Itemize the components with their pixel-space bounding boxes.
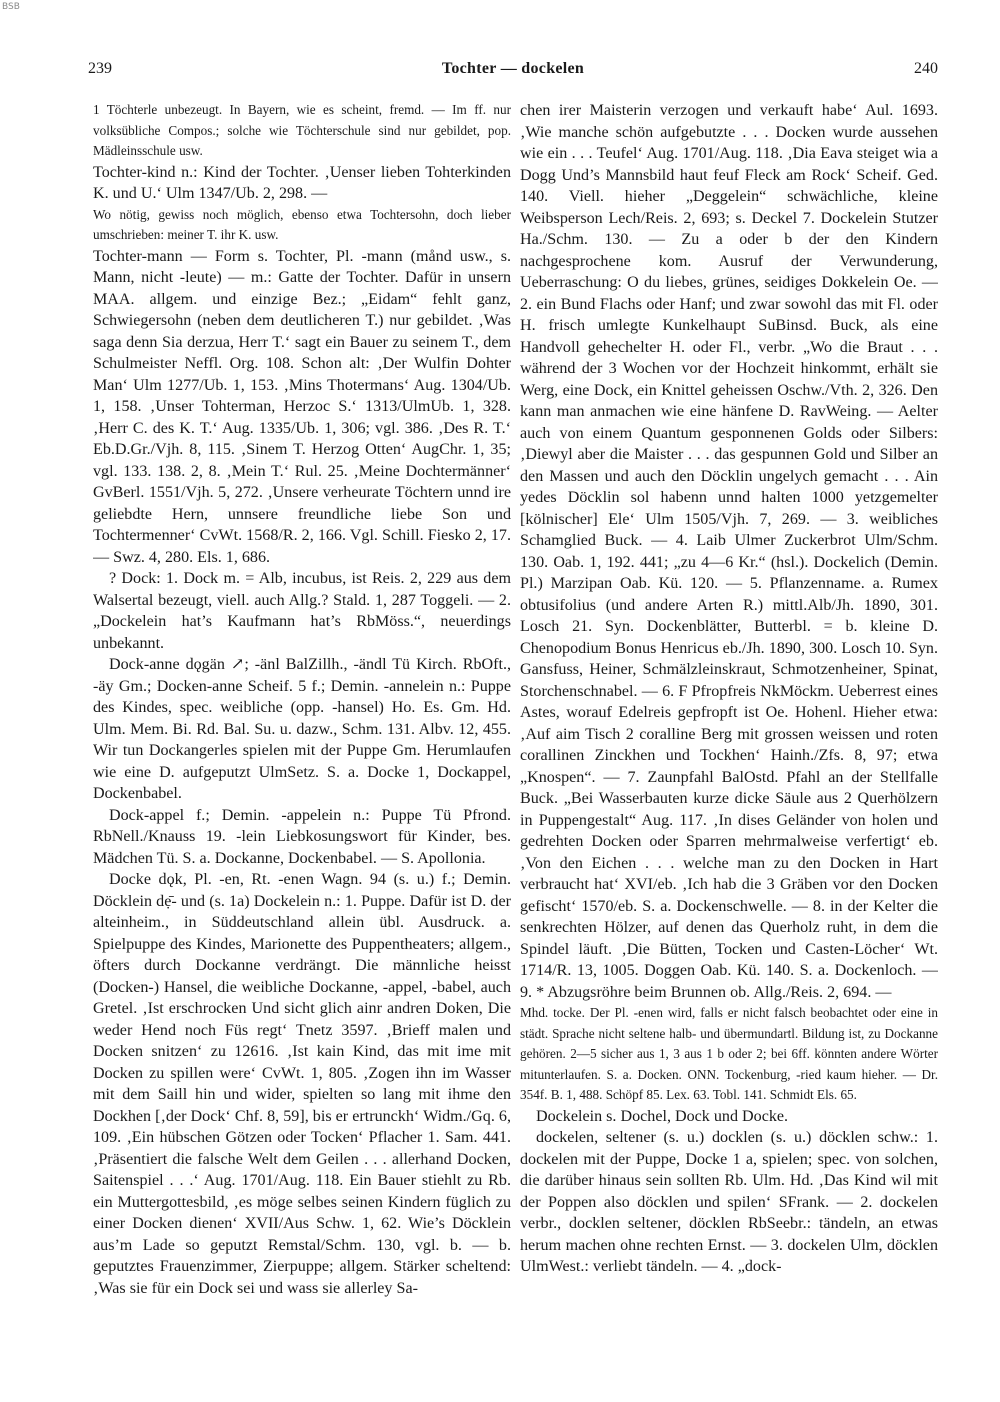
entry-paragraph: Tochter-mann — Form s. Tochter, Pl. -mann (månd usw., s. Mann, nicht -leute) — m.: Gatte der Tochter. Dafür in unsern MAA. allgem. und einzige Bez.; „Eidam“ fehlt ganz, Schwiegersohn (neben dem deutlicheren T.) nur gebildet. ‚Was saga denn Sia derzua, Herr T.‘ sagt ein Bauer zu seinem T., dem Schulmeister Neffl. Org. 108. Schon alt: ‚Der Wulfin Dohter Man‘ Ulm 1277/Ub. 1, 153. ‚Mins Thotermans‘ Aug. 1304/Ub. 1, 158. ‚Unser Tohterman, Herzoc S.‘ 1313/UlmUb. 1, 328. ‚Herr C. des K. T.‘ Aug. 1335/Ub. 1, 306; vgl. 386. ‚Des R. T.‘ Eb.D.Gr./Vjh. 8, 115. ‚Sinem T. Herzog Otten‘ AugChr. 1, 35; vgl. 133. 138. 2, 8. ‚Mein T.‘ Rul. 25. ‚Meine Dochtermänner‘ GvBerl. 1551/Vjh. 5, 272. ‚Unsere verheurate Töchtern unnd ire geliebdte Hern, unnsere freundliche liebe Son und Tochtermenner‘ CvWt. 1568/R. 2, 166. Vgl. Schill. Fiesko 2, 17. — Swz. 4, 280. Els. 1, 686.: [93, 247, 511, 566]
entry-paragraph: Dockelein s. Dochel, Dock und Docke.: [536, 1107, 789, 1125]
page-title: Tochter — dockelen: [441, 60, 585, 77]
entry-paragraph: ? Dock: 1. Dock m. = Alb, incubus, ist Reis. 2, 229 aus dem Walsertal bezeugt, viell. auch Allg.? Stald. 1, 287 Toggeli. — 2. „Dockelein hat’s Kaufmann hat’s RbMöss.“, neuerdings unbekannt.: [93, 570, 511, 652]
entry-paragraph: chen irer Maisterin verzogen und verkauft habe‘ Aul. 1693. ‚Wie manche schön aufgebutzte . . . Docken wurde aussehen wie ein . . . Teufel‘ Aug. 1701/Aug. 118. ‚Dia Eava steiget wia a Dogg Und’s Mannsbild haut feuf Fleck am Rock‘ Scheif. Ged. 140. Viell. hieher „Deggelein“ schwächliche, kleine Weibsperson Lech/Reis. 2, 693; s. Deckel 7. Dockelein Stutzer Ha./Schm. 130. — Zu a oder b der den Kindern nachgesprochene kom. Ausruf der Verwunderung, Ueberraschung: O du liebes, grünes, seidiges Dokkelein Oe. — 2. ein Bund Flachs oder Hanf; und zwar sowohl das mit Fl. oder H. frisch umlegte Kunkelhaupt SuBinsd. Buck, als eine Handvoll gehechelter H. oder Fl., verbr. „Wo die Braut . . . während der 3 Wochen vor der Hochzeit hinkommt, erhält sie Werg, eine Dock, ein Knittel geheissen Oschw./Vth. 2, 326. Den kann man anmachen wie eine hänfene D. RavWeing. — Aelter auch von einem Quantum gesponnenen Golds oder Silbers: ‚Diewyl aber die Maister . . . das gespunnen Gold und Silber an den Massen und auch den Döcklin ungelych gemacht . . . Ain yedes Döcklin sol habenn unnd halten 1000 yetzgemelter [kölnischer] Ele‘ Ulm 1505/Vjh. 7, 269. — 3. weibliches Schamglied Buck. — 4. Laib Ulmer Zuckerbrot Ulm/Schm. 130. Oab. 1, 192. 441; „zu 4—6 Kr.“ (hsl.). Dockelich (Demin. Pl.) Marzipan Oab. Kü. 120. — 5. Pflanzenname. a. Rumex obtusifolius (und andere Arten R.) mittl.Alb/Jh. 1890, 301. Losch 21. Syn. Dockenblätter, Butterbl. = b. kleine D. Chenopodium Bonus Henricus eb./Jh. 1890, 300. Losch 10. Syn. Gansfuss, Heiner, Schmälzleinskraut, Schmotzenheiner, Spinat, Storchenschnabel. — 6. F Pfropfreis NkMöckm. Ueberrest eines Astes, worauf Edelreis gepfropft ist Oe. Hohenl. Hieher etwa: ‚Auf aim Tisch 2 coralline Berg mit grossen weissen und roten corallinen Zinckhen und Tockhen‘ Hainh./Zfs. 8, 97; etwa „Knospen“. — 7. Zaunpfahl BalOstd. Pfahl an der Stellfalle Buck. „Bei Wasserbauten kurze dicke Säule aus 2 Querhölzern in Puppengestalt“ Aug. 117. ‚In dises Geländer von holen und gedrehten Docken oder Sparren mehrmalweise verfertigt‘ eb. ‚Von den Eichen . . . welche man zu den Docken in Hart verbraucht hat‘ XVI/eb. ‚Ich hab die 3 Gräben vor den Docken gefischt‘ 1570/eb. S. a. Dockenschwelle. — 8. in der Kelter die senkrechten Hölzer, auf denen das Querholz ruht, in dem die Spindel läuft. ‚Die Bütten, Tocken und Casten-Löcher‘ Wt. 1714/R. 13, 1005. Doggen Oab. Kü. 140. S. a. Dockenloch. — 9. * Abzugsröhre beim Brunnen ob. Allg./Reis. 2, 694. —: [520, 102, 938, 1001]
entry-paragraph: Tochter-kind n.: Kind der Tochter. ‚Uenser lieben Tohterkinden K. und U.‘ Ulm 1347/Ub. 2, 298. —: [93, 163, 511, 202]
library-watermark: BSB: [2, 2, 20, 12]
running-header: [88, 60, 938, 84]
left-column: [93, 100, 511, 1355]
entry-paragraph: Wo nötig, gewiss noch möglich, ebenso etwa Tochtersohn, doch lieber umschrieben: meiner T. ihr K. usw.: [93, 206, 511, 242]
entry-paragraph: 1 Töchterle unbezeugt. In Bayern, wie es scheint, fremd. — Im ff. nur volksübliche Compos.; solche wie Töchterschule sind nur gebildet, pop. Mädleinsschule usw.: [93, 102, 511, 158]
entry-paragraph: dockelen, seltener (s. u.) docklen (s. u.) döcklen schw.: 1. dockelen mit der Puppe, Docke 1 a, spielen; spec. von solchen, die darüber hinaus sein sollten Rb. Ulm. Hd. ‚Das Kind wil mit der Poppen also döcklen und spilen‘ SFrank. — 2. dockelen verbr., docklen seltener, döcklen RbSeebr.: tändeln, an etwas herum machen ohne rechten Ernst. — 3. dockelen Ulm, döcklen UlmWest.: verliebt tändeln. — 4. „dock-: [520, 1129, 938, 1275]
entry-paragraph: Dock-appel f.; Demin. -appelein n.: Puppe Tü Pfrond. RbNell./Knauss 19. -lein Liebkosungswort für Kinder, bes. Mädchen Tü. S. a. Dockanne, Dockenbabel. — S. Apollonia.: [93, 806, 511, 867]
page-number-left: 239: [88, 60, 112, 77]
entry-paragraph: Docke dǫk, Pl. -en, Rt. -enen Wagn. 94 (s. u.) f.; Demin. Döcklein dẹ̄- und (s. 1a) Dockelein n.: 1. Puppe. Dafür ist D. der alteinheim., in Süddeutschland allein übl. Ausdruck. a. Spielpuppe des Kindes, Marionette des Puppentheaters; allgem., öfters durch Dockanne verdrängt. Die männliche heisst (Docken-) Hansel, die weibliche Dockanne, -appel, -babel, auch Gretel. ‚Ist erschrocken Und sicht glich ainr andren Doken, Die weder Hend noch Füs regt‘ Tnetz 3597. ‚Brieff malen und Docken snitzen‘ zu 12616. ‚Ist kain Kind, das mit ime mit Docken zu spillen were‘ CvWt. 1, 805. ‚Zogen ihn im Wasser mit dem Saill hin und wider, spielten so lang mit ihme den Dockhen [‚der Dock‘ Chf. 8, 59], bis er ertrunckh‘ Widm./Gq. 6, 109. ‚Ein hübschen Götzen oder Tocken‘ Pflacher 1. Sam. 441. ‚Präsentiert die falsche Welt dem Geilen . . . allerhand Docken, Saitenspiel . . .‘ Aug. 1701/Aug. 118. Ein Bauer stiehlt zu Rb. ein Muttergottesbild, ‚es möge selbes seinen Kindern füglich zu einer Docken dienen‘ XVII/Aus Schw. 1, 62. Wie’s Döcklein aus’m Lade so geputzt Remstal/Schm. 130, vgl. b. — b. geputztes Frauenzimmer, Zierpuppe; allgem. Stärker scheltend: ‚Was sie für ein Dock sei und wass sie allerley Sa-: [93, 871, 511, 1297]
page-number-right: 240: [914, 60, 938, 77]
right-column: [520, 100, 938, 1355]
entry-paragraph: Mhd. tocke. Der Pl. -enen wird, falls er nicht falsch beobachtet oder eine in städt. Sprache nicht seltene halb- und übermundartl. Bildung ist, zu Dockanne gehören. 2—5 sicher aus 1, 3 aus 1 b oder 2; bei 6ff. könnten andere Wörter mitunterlaufen. S. a. Docken. ONN. Tockenburg, -ried kaum hieher. — Dr. 354f. B. 1, 488. Schöpf 85. Lex. 63. Tobl. 141. Schmidt Els. 65.: [520, 1005, 938, 1102]
entry-paragraph: Dock-anne dǫgän ↗; -änl BalZillh., -ändl Tü Kirch. RbOft., -äy Gm.; Docken-anne Scheif. 5 f.; Demin. -annelein n.: Puppe des Kindes, spec. weibliche (opp. -hansel) Ho. Es. Gm. Hd. Ulm. Mem. Bi. Rd. Bal. Su. u. dazw., Schm. 131. Albv. 12, 455. Wir tun Dockangerles spielen mit der Puppe Gm. Herumlaufen wie eine D. aufgeputzt UlmSetz. S. a. Docke 1, Dockappel, Dockenbabel.: [93, 656, 511, 802]
